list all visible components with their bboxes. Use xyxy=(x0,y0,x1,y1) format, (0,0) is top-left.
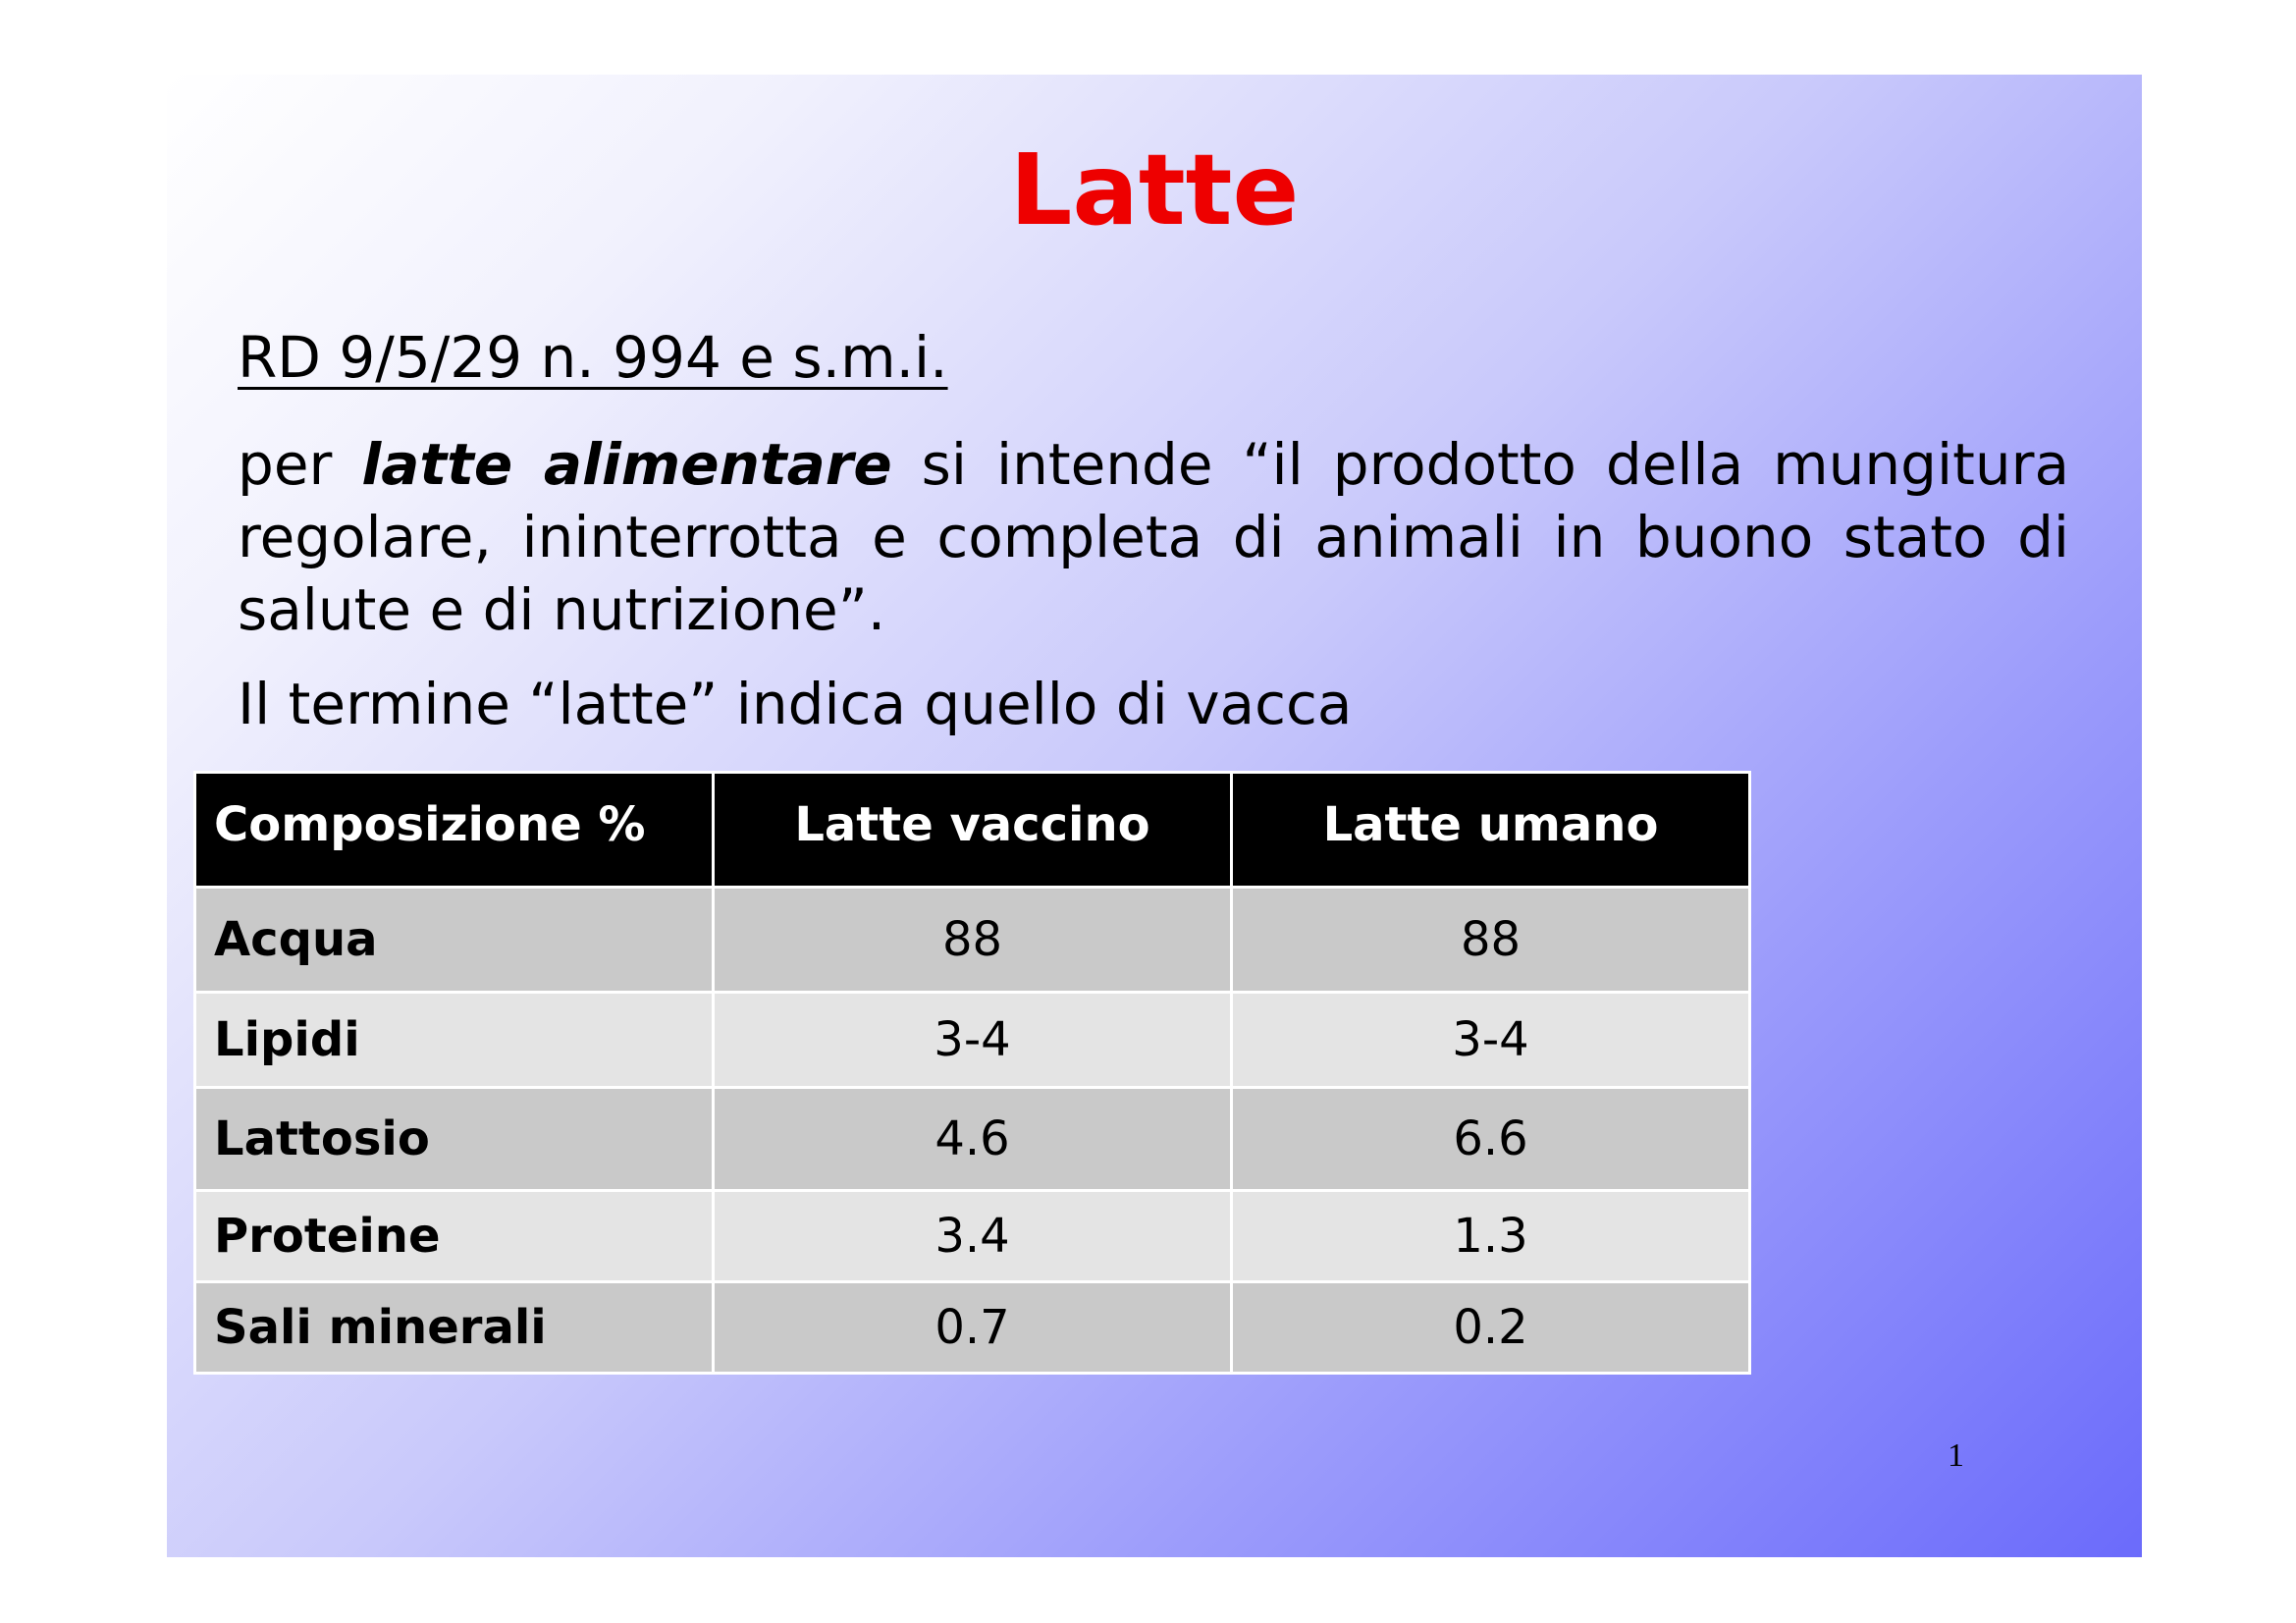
row-label: Proteine xyxy=(195,1191,714,1282)
human-value: 88 xyxy=(1232,888,1750,993)
header-human-milk: Latte umano xyxy=(1232,773,1750,888)
slide-title: Latte xyxy=(1009,133,1300,247)
cow-value: 88 xyxy=(714,888,1232,993)
cow-value: 4.6 xyxy=(714,1088,1232,1191)
definition-lead: per xyxy=(238,431,333,498)
row-label: Lipidi xyxy=(195,993,714,1088)
human-value: 6.6 xyxy=(1232,1088,1750,1191)
human-value: 3-4 xyxy=(1232,993,1750,1088)
table-row xyxy=(195,1191,1750,1282)
table-row xyxy=(195,1088,1750,1191)
table-row xyxy=(195,993,1750,1088)
row-label: Sali minerali xyxy=(195,1282,714,1374)
cow-value: 3-4 xyxy=(714,993,1232,1088)
header-composition: Composizione % xyxy=(195,773,714,888)
legal-reference: RD 9/5/29 n. 994 e s.m.i. xyxy=(238,324,948,391)
row-label: Acqua xyxy=(195,888,714,993)
human-value: 1.3 xyxy=(1232,1191,1750,1282)
definition-paragraph xyxy=(238,428,2069,646)
cow-value: 3.4 xyxy=(714,1191,1232,1282)
human-value: 0.2 xyxy=(1232,1282,1750,1374)
row-label: Lattosio xyxy=(195,1088,714,1191)
definition-rest: si intende “il prodotto della mungitura regolare, ininterrotta e completa di animali in buono stato di salute e di nutrizione”. xyxy=(238,431,2069,643)
header-cow-milk: Latte vaccino xyxy=(714,773,1232,888)
table-row xyxy=(195,888,1750,993)
milk-note: Il termine “latte” indica quello di vacca xyxy=(238,671,1353,737)
definition-term: latte alimentare xyxy=(361,431,892,498)
cow-value: 0.7 xyxy=(714,1282,1232,1374)
composition-table xyxy=(193,771,1751,1375)
table-row xyxy=(195,1282,1750,1374)
table-header-row xyxy=(195,773,1750,888)
page-number: 1 xyxy=(1948,1437,1964,1474)
